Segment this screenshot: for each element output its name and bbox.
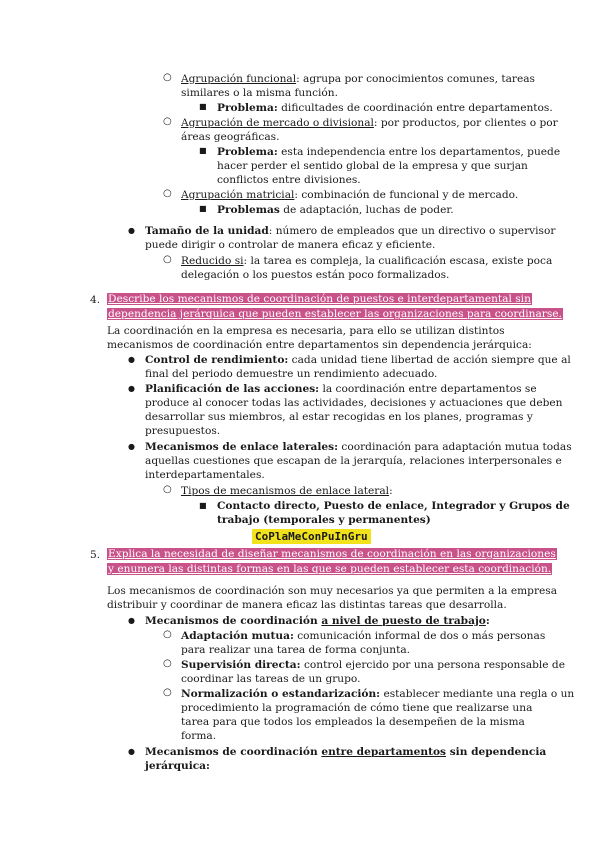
q4-intro-cont: mecanismos de coordinación entre departamentos sin dependencia jerárquica: <box>107 339 532 351</box>
circle-bullet: ○ <box>163 72 172 83</box>
agrupacion-funcional-cont: similares o la misma función. <box>181 87 338 99</box>
tamano-unidad: Tamaño de la unidad: número de empleados que un directivo o supervisor <box>145 225 556 237</box>
problemas-3: Problemas de adaptación, luchas de poder. <box>217 204 454 216</box>
planificacion-acciones: Planificación de las acciones: la coordinación entre departamentos se <box>145 383 537 395</box>
mnemonic-highlight: CoPlaMeConPuInGru <box>252 530 371 544</box>
mecanismos-enlace: Mecanismos de enlace laterales: coordinación para adaptación mutua todas <box>145 441 572 453</box>
problema-1: Problema: dificultades de coordinación entre departamentos. <box>217 102 553 114</box>
q5-intro-cont: distribuir y coordinar de manera eficaz las distintas tareas que desarrolla. <box>107 599 507 611</box>
agrupacion-mercado-cont: áreas geográficas. <box>181 131 280 143</box>
circle-bullet: ○ <box>163 658 172 669</box>
planificacion-cont: presupuestos. <box>145 425 221 437</box>
square-bullet: ■ <box>199 146 207 155</box>
question-5-title-cont: y enumera las distintas formas en las que se pueden establecer esta coordinación. <box>108 563 552 575</box>
adaptacion-mutua-cont: para realizar una tarea de forma conjunta. <box>181 644 411 656</box>
agrupacion-matricial: Agrupación matricial: combinación de funcional y de mercado. <box>181 189 519 201</box>
mecanismos-departamentos-cont: jerárquica: <box>145 760 210 772</box>
planificacion-cont: desarrollar sus miembros, al estar recogidas en los planes, programas y <box>145 411 533 423</box>
mecanismos-enlace-cont: aquellas cuestiones que escapan de la jerarquía, relaciones interpersonales e <box>145 455 562 467</box>
planificacion-cont: produce al conocer todas las actividades, decisiones y actuaciones que deben <box>145 397 563 409</box>
question-5-title: Explica la necesidad de diseñar mecanismos de coordinación en las organizaciones <box>108 548 556 560</box>
tipos-enlace: Tipos de mecanismos de enlace lateral: <box>181 485 393 497</box>
normalizacion: Normalización o estandarización: establecer mediante una regla o un <box>181 688 575 700</box>
disc-bullet: ● <box>128 226 135 235</box>
question-4-number: 4. <box>90 294 101 306</box>
normalizacion-cont: procedimiento la programación de cómo tiene que realizarse una <box>181 702 533 714</box>
adaptacion-mutua: Adaptación mutua: comunicación informal de dos o más personas <box>181 630 546 642</box>
square-bullet: ■ <box>199 501 207 510</box>
problema-2-cont: hacer perder el sentido global de la empresa y que surjan <box>217 160 528 172</box>
disc-bullet: ● <box>128 747 135 756</box>
problema-2: Problema: esta independencia entre los departamentos, puede <box>217 146 561 158</box>
circle-bullet: ○ <box>163 116 172 127</box>
tamano-unidad-cont: puede dirigir o controlar de manera eficaz y eficiente. <box>145 239 436 251</box>
reducido-si: Reducido si: la tarea es compleja, la cualificación escasa, existe poca <box>181 255 553 267</box>
normalizacion-cont: forma. <box>181 730 217 742</box>
supervision-directa: Supervisión directa: control ejercido por una persona responsable de <box>181 659 565 671</box>
contacto-directo-cont: trabajo (temporales y permanentes) <box>217 514 431 526</box>
control-rendimiento: Control de rendimiento: cada unidad tiene libertad de acción siempre que al <box>145 354 571 366</box>
q4-intro: La coordinación en la empresa es necesaria, para ello se utilizan distintos <box>107 325 505 337</box>
mecanismos-enlace-cont: interdepartamentales. <box>145 469 265 481</box>
circle-bullet: ○ <box>163 687 172 698</box>
disc-bullet: ● <box>128 355 135 364</box>
supervision-directa-cont: coordinar las tareas de un grupo. <box>181 673 361 685</box>
contacto-directo: Contacto directo, Puesto de enlace, Integrador y Grupos de <box>217 500 570 512</box>
agrupacion-funcional: Agrupación funcional: agrupa por conocimientos comunes, tareas <box>181 73 535 85</box>
control-rendimiento-cont: final del periodo demuestre un rendimiento adecuado. <box>145 368 438 380</box>
mecanismos-departamentos: Mecanismos de coordinación entre departamentos sin dependencia <box>145 746 547 758</box>
reducido-si-cont: delegación o los puestos están poco formalizados. <box>181 269 450 281</box>
question-4-title: Describe los mecanismos de coordinación de puestos e interdepartamental sin <box>108 293 531 305</box>
disc-bullet: ● <box>128 442 135 451</box>
mecanismos-puesto: Mecanismos de coordinación a nivel de puesto de trabajo: <box>145 615 490 627</box>
question-4-title-cont: dependencia jerárquica que pueden establecer las organizaciones para coordinarse. <box>108 308 562 320</box>
circle-bullet: ○ <box>163 254 172 265</box>
question-5-number: 5. <box>90 549 101 561</box>
disc-bullet: ● <box>128 384 135 393</box>
q5-intro: Los mecanismos de coordinación son muy necesarios ya que permiten a la empresa <box>107 585 558 597</box>
normalizacion-cont: tarea para que todos los empleados la desempeñen de la misma <box>181 716 525 728</box>
circle-bullet: ○ <box>163 188 172 199</box>
circle-bullet: ○ <box>163 484 172 495</box>
circle-bullet: ○ <box>163 629 172 640</box>
agrupacion-mercado: Agrupación de mercado o divisional: por productos, por clientes o por <box>181 117 558 129</box>
square-bullet: ■ <box>199 204 207 213</box>
square-bullet: ■ <box>199 102 207 111</box>
disc-bullet: ● <box>128 616 135 625</box>
problema-2-cont: conflictos entre divisiones. <box>217 174 361 186</box>
